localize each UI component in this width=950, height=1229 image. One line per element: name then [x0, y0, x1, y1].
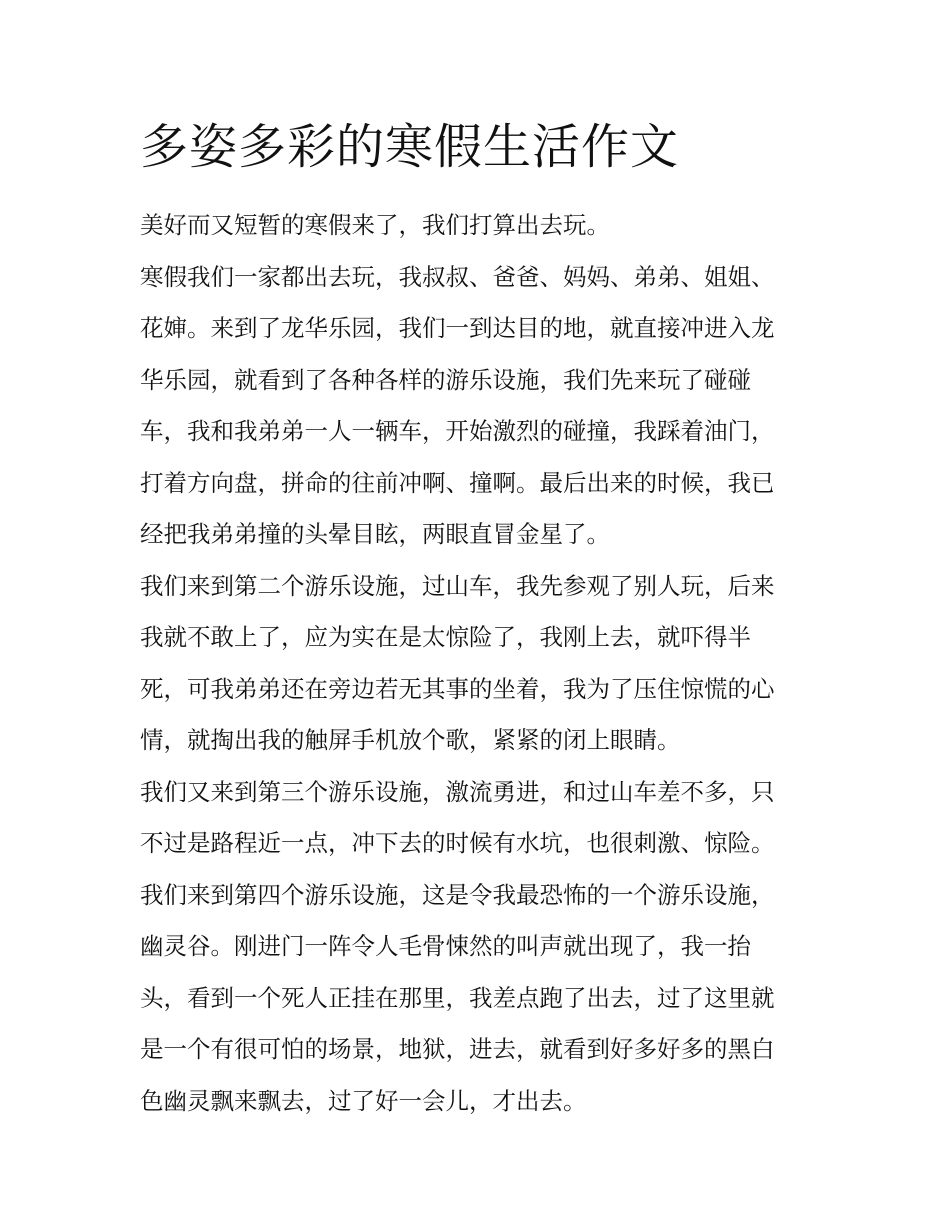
- text-line: 是一个有很可怕的场景，地狱，进去，就看到好多好多的黑白: [140, 1035, 775, 1063]
- page-title: 多姿多彩的寒假生活作文: [140, 119, 680, 175]
- text-line: 我们来到第二个游乐设施，过山车，我先参观了别人玩，后来: [140, 571, 775, 600]
- text-line: 我们来到第四个游乐设施，这是令我最恐怖的一个游乐设施，: [140, 880, 775, 909]
- text-line: 幽灵谷。刚进门一阵令人毛骨悚然的叫声就出现了，我一抬: [140, 932, 751, 960]
- text-line: 死，可我弟弟还在旁边若无其事的坐着，我为了压住惊慌的心: [140, 674, 775, 703]
- text-line: 色幽灵飘来飘去，过了好一会儿，才出去。: [140, 1086, 587, 1115]
- text-line: 华乐园，就看到了各种各样的游乐设施，我们先来玩了碰碰: [140, 365, 751, 394]
- text-line: 我们又来到第三个游乐设施，激流勇进，和过山车差不多，只: [140, 777, 775, 806]
- text-line: 寒假我们一家都出去玩，我叔叔、爸爸、妈妈、弟弟、姐姐、: [140, 262, 775, 291]
- text-line: 美好而又短暂的寒假来了，我们打算出去玩。: [140, 211, 610, 239]
- text-line: 不过是路程近一点，冲下去的时候有水坑，也很刺激、惊险。: [140, 829, 775, 857]
- text-line: 我就不敢上了，应为实在是太惊险了，我刚上去，就吓得半: [140, 623, 751, 651]
- body-text: [140, 200, 816, 1127]
- text-line: 花婶。来到了龙华乐园，我们一到达目的地，就直接冲进入龙: [140, 314, 775, 342]
- text-line: 经把我弟弟撞的头晕目眩，两眼直冒金星了。: [140, 520, 610, 548]
- text-line: 头，看到一个死人正挂在那里，我差点跑了出去，过了这里就: [140, 983, 775, 1012]
- document-content: [140, 114, 816, 1127]
- text-line: 情，就掏出我的触屏手机放个歌，紧紧的闭上眼睛。: [140, 726, 681, 754]
- text-line: 打着方向盘，拼命的往前冲啊、撞啊。最后出来的时候，我已: [140, 468, 775, 497]
- text-line: 车，我和我弟弟一人一辆车，开始激烈的碰撞，我踩着油门，: [140, 417, 775, 445]
